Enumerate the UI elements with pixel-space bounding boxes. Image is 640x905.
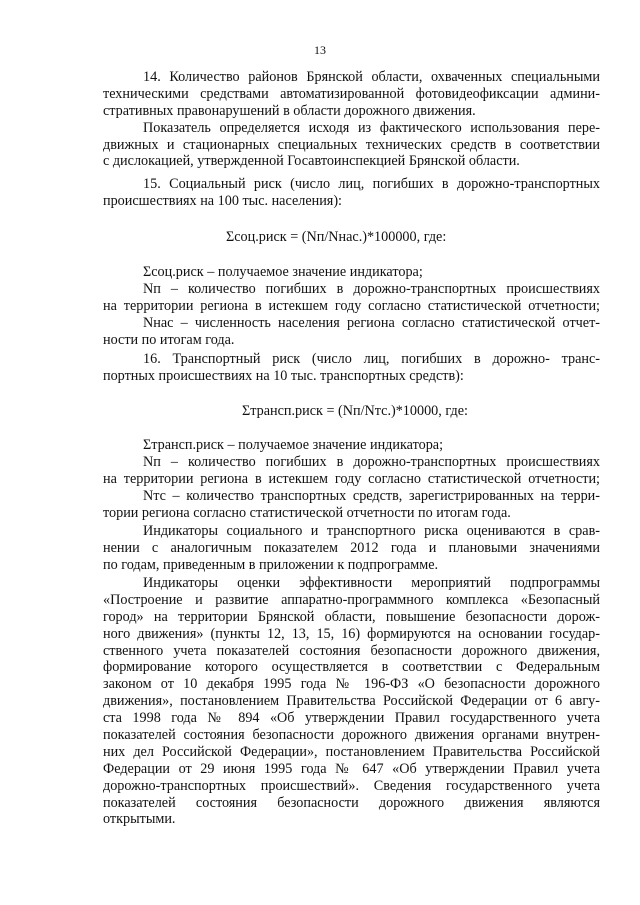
text-line: дорожно-транспортных происшествий». Сведения государственного учета xyxy=(103,777,600,794)
item-16 xyxy=(103,351,600,385)
formula-transport-risk: Σтрансп.риск = (Nп/Nтс.)*10000, где: xyxy=(242,403,468,419)
item-16-legend xyxy=(103,437,600,521)
text-line: движения», постановлением Правительства Российской Федерации от 6 авгу- xyxy=(103,693,600,710)
text-line: по годам, приведенным в приложении к подпрограмме. xyxy=(103,556,439,573)
text-line: Σсоц.риск – получаемое значение индикатора; xyxy=(143,264,423,280)
text-line: Показатель определяется исходя из фактического использования пере- xyxy=(143,119,600,136)
text-line: Nп – количество погибших в дорожно-транспортных происшествиях xyxy=(143,280,600,297)
text-line: Nтс – количество транспортных средств, зарегистрированных на терри- xyxy=(143,487,600,504)
item-14 xyxy=(103,69,600,170)
text-line: Σтрансп.риск – получаемое значение индикатора; xyxy=(143,437,444,453)
page-number: 13 xyxy=(314,43,326,57)
text-line: город» на территории Брянской области, повышение безопасности дорож- xyxy=(103,608,600,625)
text-line: на территории региона в истекшем году согласно статистической отчетности; xyxy=(103,297,600,314)
text-line: портных происшествиях на 10 тыс. транспортных средств): xyxy=(103,367,464,384)
text-line: ста 1998 года № 894 «Об утверждении Правил государственного учета xyxy=(103,710,600,727)
text-line: 14. Количество районов Брянской области, охваченных специальными xyxy=(143,69,600,85)
text-line: техническими средствами автоматизированной фотовидеофиксации админи- xyxy=(103,85,600,102)
text-line: Индикаторы социального и транспортного риска оцениваются в срав- xyxy=(143,523,600,539)
text-line: ного движения» (пункты 12, 13, 15, 16) формируются на основании государ- xyxy=(103,625,600,642)
text-line: 16. Транспортный риск (число лиц, погибших в дорожно- транс- xyxy=(143,351,600,367)
text-line: движных и стационарных специальных технических средств в соответствии xyxy=(103,136,600,153)
text-line: тории региона согласно статистической отчетности по итогам года. xyxy=(103,504,511,521)
text-line: стративных правонарушений в области дорожного движения. xyxy=(103,102,476,119)
text-line: открытыми. xyxy=(103,811,176,828)
text-line: ственного учета показателей состояния безопасности дорожного движения, xyxy=(103,642,600,659)
text-line: 15. Социальный риск (число лиц, погибших в дорожно-транспортных xyxy=(143,176,600,192)
formula-social-risk: Σсоц.риск = (Nп/Nнас.)*100000, где: xyxy=(226,229,447,245)
text-line: законом от 10 декабря 1995 года № 196-ФЗ «О безопасности дорожного xyxy=(103,676,600,693)
item-15 xyxy=(103,176,600,210)
text-line: показателей состояния безопасности дорожного движения органами внутрен- xyxy=(103,727,600,744)
indicators-paragraph xyxy=(103,575,600,828)
risk-evaluation-paragraph xyxy=(103,523,600,574)
text-line: Федерации от 29 июня 1995 года № 647 «Об утверждении Правил учета xyxy=(103,760,600,777)
text-line: Индикаторы оценки эффективности мероприятий подпрограммы xyxy=(143,575,600,591)
text-line: Nнас – численность населения региона согласно статистической отчет- xyxy=(143,314,600,331)
text-line: нении с аналогичным показателем 2012 года и плановыми значениями xyxy=(103,539,600,556)
text-line: с дислокацией, утвержденной Госавтоинспекцией Брянской области. xyxy=(103,153,520,170)
text-line: ности по итогам года. xyxy=(103,331,235,348)
text-line: Nп – количество погибших в дорожно-транспортных происшествиях xyxy=(143,453,600,470)
text-line: показателей состояния безопасности дорожного движения являются xyxy=(103,794,600,811)
item-15-legend xyxy=(103,264,600,348)
text-line: них дел Российской Федерации», постановлением Правительства Российской xyxy=(103,743,600,760)
text-line: «Построение и развитие аппаратно-программного комплекса «Безопасный xyxy=(103,591,600,608)
text-line: происшествиях на 100 тыс. населения): xyxy=(103,192,342,209)
text-line: формирование которого осуществляется в соответствии с Федеральным xyxy=(103,659,600,676)
text-line: на территории региона в истекшем году согласно статистической отчетности; xyxy=(103,470,600,487)
